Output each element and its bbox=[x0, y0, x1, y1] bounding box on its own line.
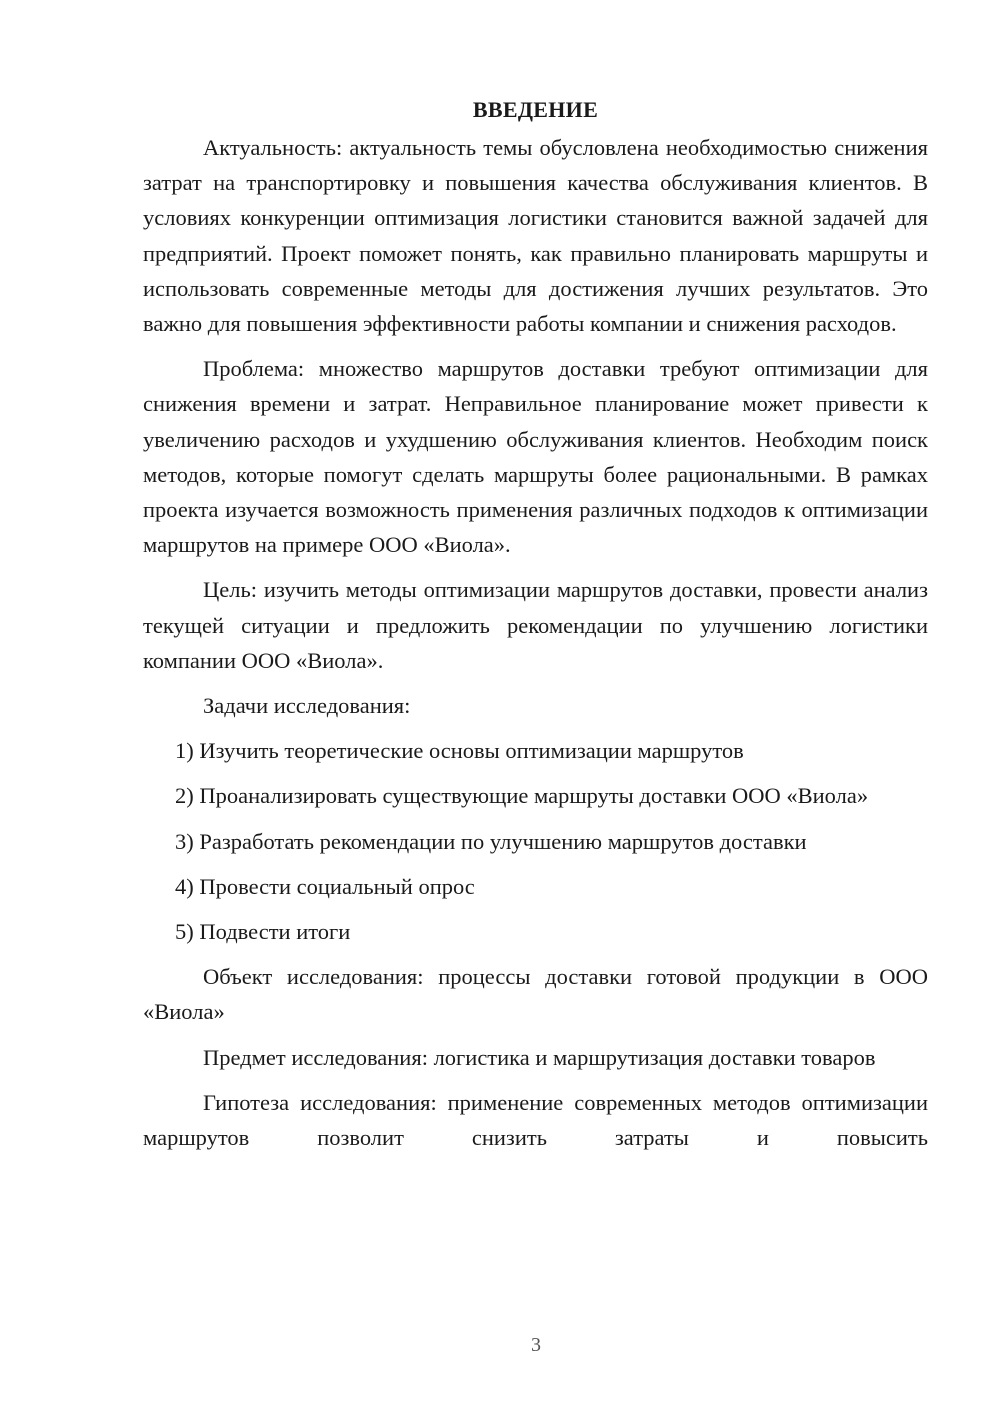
paragraph-problem: Проблема: множество маршрутов доставки требуют оптимизации для снижения времени и затрат. Неправильное планирование может привести к увеличению расходов и ухудшению обслуживания клиентов. Необходим поиск методов, которые помогут сделать маршруты более рациональными. В рамках проекта изучается возможность применения различных подходов к оптимизации маршрутов на примере ООО «Виола». bbox=[143, 356, 928, 558]
paragraph-subject: Предмет исследования: логистика и маршрутизация доставки товаров bbox=[203, 1044, 876, 1070]
paragraph-relevance: Актуальность: актуальность темы обусловлена необходимостью снижения затрат на транспортировку и повышения качества обслуживания клиентов. В условиях конкуренции оптимизация логистики становится важной задачей для предприятий. Проект поможет понять, как правильно планировать маршруты и использовать современные методы для достижения лучших результатов. Это важно для повышения эффективности работы компании и снижения расходов. bbox=[143, 135, 928, 337]
paragraph-goal: Цель: изучить методы оптимизации маршрутов доставки, провести анализ текущей ситуации и предложить рекомендации по улучшению логистики компании ООО «Виола». bbox=[143, 577, 928, 673]
page-number: 3 bbox=[531, 1334, 541, 1356]
task-item-2: 2) Проанализировать существующие маршруты доставки ООО «Виола» bbox=[175, 783, 869, 809]
task-item-4: 4) Провести социальный опрос bbox=[175, 873, 475, 899]
task-item-5: 5) Подвести итоги bbox=[175, 919, 351, 945]
page-content bbox=[143, 92, 928, 1155]
paragraph-hypothesis: Гипотеза исследования: применение современных методов оптимизации маршрутов позволит снизить затраты и повысить bbox=[143, 1089, 928, 1151]
task-item-3: 3) Разработать рекомендации по улучшению маршрутов доставки bbox=[175, 828, 807, 854]
section-title: ВВЕДЕНИЕ bbox=[472, 97, 599, 122]
paragraph-object: Объект исследования: процессы доставки готовой продукции в ООО «Виола» bbox=[143, 964, 928, 1025]
task-item-1: 1) Изучить теоретические основы оптимизации маршрутов bbox=[175, 738, 744, 764]
paragraph-tasks-heading: Задачи исследования: bbox=[203, 693, 411, 719]
